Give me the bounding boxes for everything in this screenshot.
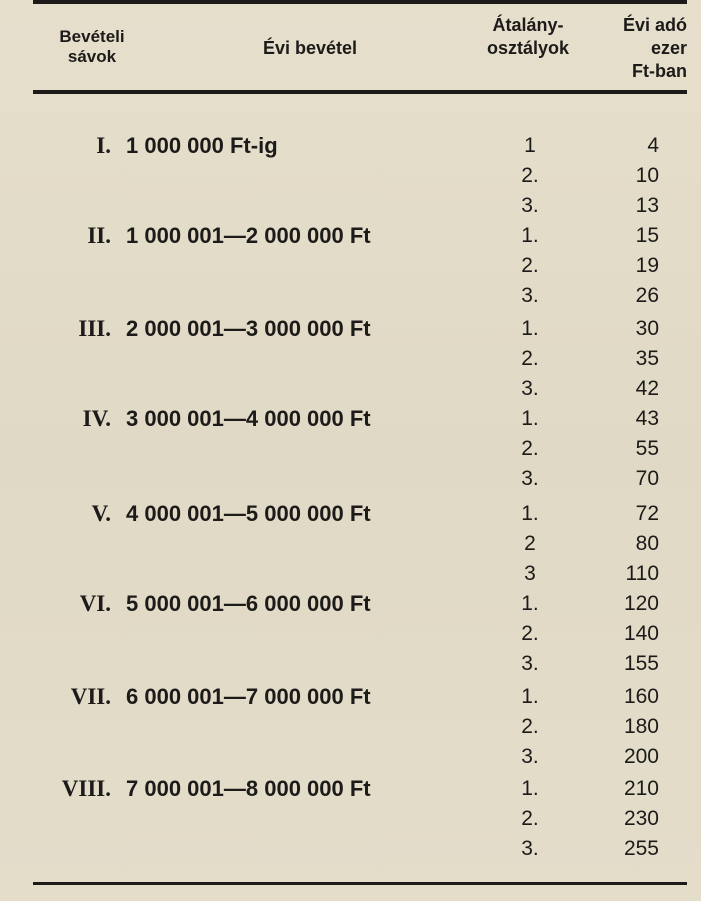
lump-sum-class: 2. [521,622,539,645]
annual-tax-value: 155 [623,652,659,675]
table-row [0,499,701,529]
table-row [0,589,701,619]
annual-tax-value: 160 [623,685,659,708]
table-row [0,281,701,311]
header-annual-tax [587,14,687,83]
lump-sum-class: 1. [521,407,539,430]
income-band [0,314,701,404]
band-numeral: V. [91,501,111,526]
annual-tax-value: 42 [635,377,659,400]
lump-sum-class: 3. [521,837,539,860]
header-rule [33,90,687,94]
header-income-bands-line1: Bevételi [59,27,125,46]
band-numeral: I. [96,133,111,158]
table-row [0,774,701,804]
annual-tax-value: 30 [635,317,659,340]
annual-tax-value: 120 [623,592,659,615]
annual-tax-value: 10 [635,164,659,187]
annual-tax-value: 70 [635,467,659,490]
annual-tax-value: 26 [635,284,659,307]
lump-sum-class: 1. [521,317,539,340]
annual-tax-value: 15 [635,224,659,247]
income-band [0,131,701,221]
table-row [0,221,701,251]
lump-sum-class: 2. [521,807,539,830]
table-row [0,464,701,494]
lump-sum-class: 2 [524,532,536,555]
lump-sum-class: 3. [521,194,539,217]
lump-sum-class: 3. [521,745,539,768]
lump-sum-class: 1. [521,502,539,525]
band-income-range: 7 000 001—8 000 000 Ft [126,776,371,801]
table-row [0,649,701,679]
table-row [0,834,701,864]
table-row [0,559,701,589]
annual-tax-value: 180 [623,715,659,738]
band-numeral: IV. [82,406,111,431]
income-band [0,682,701,772]
lump-sum-class: 2. [521,437,539,460]
annual-tax-value: 110 [625,562,659,585]
table-row [0,529,701,559]
header-annual-income: Évi bevétel [262,38,358,58]
income-band [0,589,701,679]
annual-tax-value: 210 [623,777,659,800]
table-row [0,314,701,344]
header-annual-tax-line2: ezer [650,38,687,58]
annual-tax-value: 200 [623,745,659,768]
header-lump-sum-classes [468,14,588,60]
annual-tax-value: 80 [635,532,659,555]
lump-sum-class: 2. [521,715,539,738]
table-row [0,434,701,464]
lump-sum-class: 1. [521,685,539,708]
band-income-range: 1 000 001—2 000 000 Ft [126,223,371,248]
table-row [0,742,701,772]
lump-sum-class: 3. [521,377,539,400]
annual-tax-value: 19 [635,254,659,277]
header-income-bands-line2: sávok [67,47,117,66]
lump-sum-class: 3. [521,467,539,490]
annual-tax-value: 230 [623,807,659,830]
lump-sum-class: 3. [521,652,539,675]
band-income-range: 2 000 001—3 000 000 Ft [126,316,371,341]
band-numeral: II. [87,223,111,248]
lump-sum-class: 1. [521,592,539,615]
band-income-range: 3 000 001—4 000 000 Ft [126,406,371,431]
table-row [0,374,701,404]
annual-tax-value: 43 [635,407,659,430]
income-band [0,404,701,494]
lump-sum-class: 2. [521,254,539,277]
header-annual-tax-line3: Ft-ban [632,61,687,81]
lump-sum-class: 2. [521,347,539,370]
header-income-bands [36,27,148,67]
top-rule [33,0,687,4]
income-band [0,499,701,589]
band-income-range: 6 000 001—7 000 000 Ft [126,684,371,709]
lump-sum-class: 3. [521,284,539,307]
annual-tax-value: 72 [635,502,659,525]
table-row [0,191,701,221]
table-row [0,344,701,374]
lump-sum-class: 2. [521,164,539,187]
lump-sum-class: 1. [521,224,539,247]
bottom-rule [33,882,687,885]
table-row [0,161,701,191]
header-annual-tax-line1: Évi adó [622,15,687,35]
header-lump-sum-classes-line1: Átalány- [492,15,564,35]
table-row [0,251,701,281]
band-numeral: VI. [79,591,111,616]
header-lump-sum-classes-line2: osztályok [486,38,570,58]
annual-tax-value: 140 [623,622,659,645]
income-band [0,774,701,864]
lump-sum-class: 3 [524,562,536,585]
lump-sum-class: 1. [521,777,539,800]
annual-tax-value: 255 [623,837,659,860]
band-numeral: III. [78,316,111,341]
table-row [0,712,701,742]
annual-tax-value: 13 [635,194,659,217]
annual-tax-value: 55 [635,437,659,460]
annual-tax-value: 4 [647,134,659,157]
income-band [0,221,701,311]
band-numeral: VIII. [61,776,111,801]
annual-tax-value: 35 [635,347,659,370]
band-income-range: 4 000 001—5 000 000 Ft [126,501,371,526]
band-income-range: 1 000 000 Ft-ig [126,133,278,158]
table-row [0,404,701,434]
table-row [0,131,701,161]
band-income-range: 5 000 001—6 000 000 Ft [126,591,371,616]
band-numeral: VII. [70,684,111,709]
table-row [0,619,701,649]
lump-sum-class: 1 [524,134,536,157]
table-row [0,682,701,712]
table-row [0,804,701,834]
